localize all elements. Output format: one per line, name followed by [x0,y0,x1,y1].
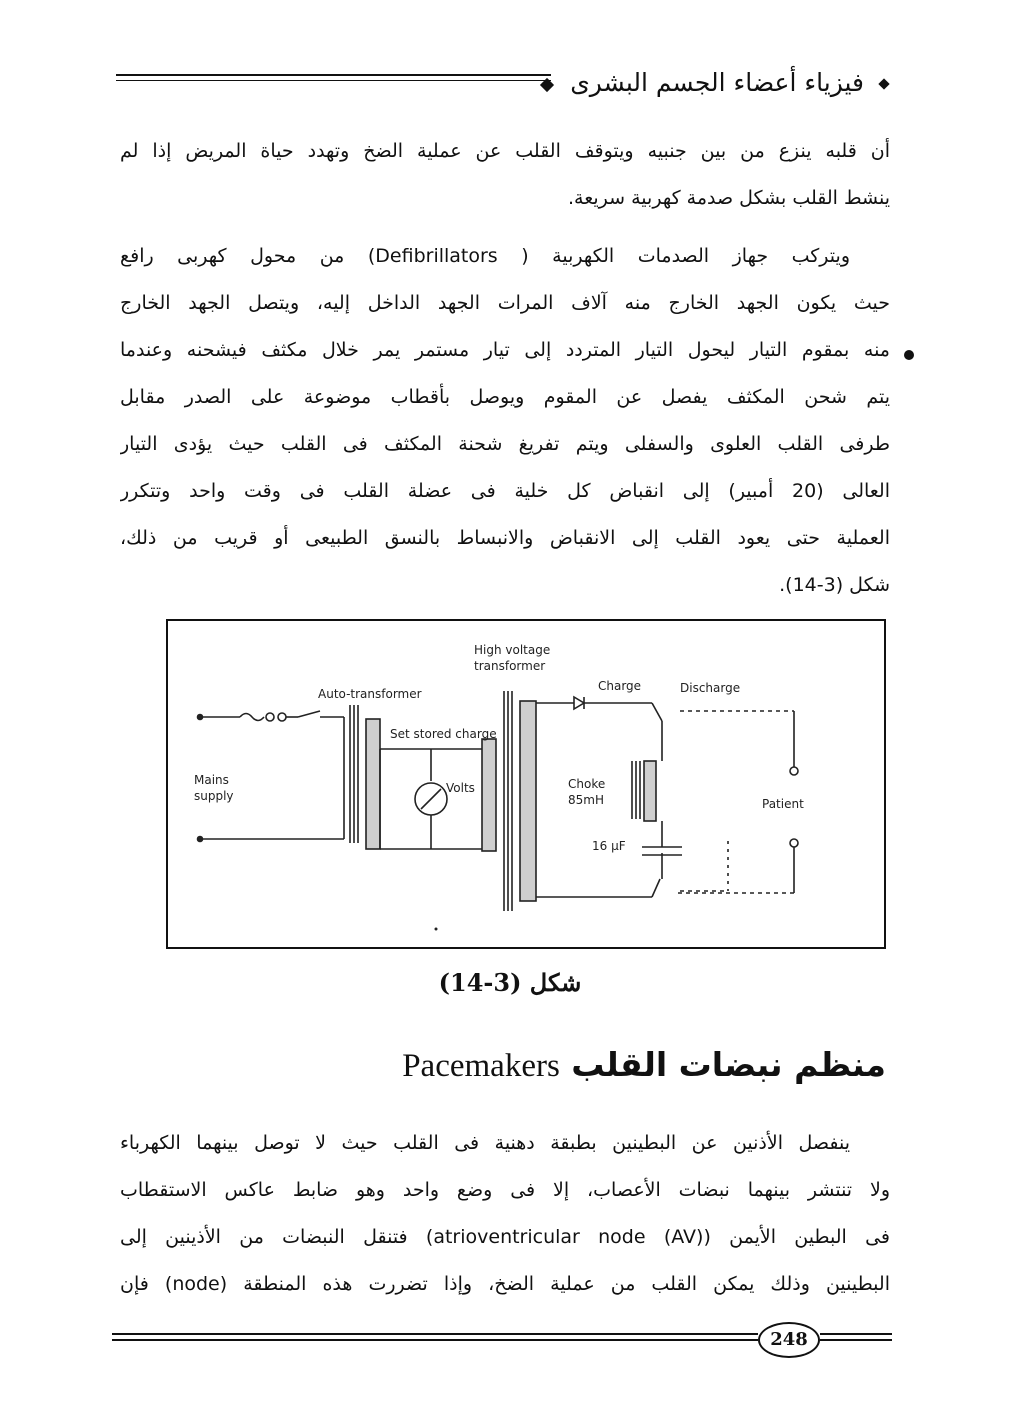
text-line: منه بمقوم التيار ليحول التيار المتردد إلى تيار مستمر يمر خلال مكثف فيشحنه وعندما [120,339,890,361]
running-header [116,62,888,110]
page-footer [112,1322,892,1362]
text-line: حيث يكون الجهد الخارج منه آلاف المرات الجهد الداخل إليه، ويتصل الجهد الخارج [120,292,890,314]
text-line: شكل (3-14). [779,574,890,596]
footer-rule [820,1333,892,1347]
label-mains-supply: Mains [194,773,229,787]
label-hv-transformer: High voltage [474,643,551,657]
paragraph-1 [120,128,890,222]
section-heading-arabic: منظم نبضات القلب [571,1045,886,1084]
text-line: أن قلبه ينزع من بين جنبيه ويتوقف القلب عن عملية الضخ وتهدد حياة المريض إذا لم [120,140,890,162]
paragraph-3 [120,1120,890,1308]
text-line: ولا تنتشر بينهما نبضات الأعصاب، إلا فى وضع واحد وهو ضابط عاكس الاستقطاب [120,1179,890,1201]
text-line: ويتركب جهاز الصدمات الكهربية ( Defibrillators) من محول كهربى رافع [120,245,850,267]
text-line: ينشط القلب بشكل صدمة كهربية سريعة. [568,187,890,209]
text-line: يتم شحن المكثف يفصل عن المقوم ويوصل بأقطاب موضوعة على الصدر مقابل [120,386,890,408]
bullet-marker [904,350,914,360]
paragraph-2 [120,233,890,609]
label-volts: Volts [446,781,475,795]
label-patient: Patient [762,797,804,811]
header-ornament-right [878,78,889,89]
text-line: فى البطين الأيمن (atrioventricular node (AV)) فتنقل النبضات من الأذينين إلى [120,1226,890,1248]
label-auto-transformer: Auto-transformer [318,687,422,701]
page-number: 248 [758,1322,820,1358]
label-mains-supply: supply [194,789,234,803]
label-hv-transformer: transformer [474,659,546,673]
label-choke: Choke [568,777,606,791]
label-discharge: Discharge [680,681,741,695]
text-line: العالى (20 أمبير) إلى انقباض كل خلية فى عضلة القلب فى وقت واحد وتتكرر [120,480,890,502]
figure-caption: شكل (3-14) [438,968,582,997]
section-heading [380,1045,886,1085]
text-line: البطينين وذلك يمكن القلب من عملية الضخ، وإذا تضررت هذه المنطقة (node) فإن [120,1273,890,1295]
defibrillator-circuit-figure [166,619,886,949]
label-charge: Charge [598,679,642,693]
text-line: طرفى القلب العلوى والسفلى ويتم تفريغ شحنة المكثف فى القلب حيث يؤدى التيار [120,433,890,455]
label-choke: 85mH [568,793,604,807]
text-line: ينفصل الأذنين عن البطينين بطبقة دهنية فى القلب حيث لا توصل بينهما الكهرباء [120,1132,850,1154]
label-capacitor: 16 µF [592,839,626,853]
header-title: فيزياء أعضاء الجسم البشرى [570,68,864,97]
footer-rule [112,1333,758,1347]
section-heading-english: Pacemakers [402,1048,560,1084]
header-rule [116,74,551,85]
text-line: العملية حتى يعود القلب إلى الانقباض والانبساط بالنسق الطبيعى أو قريب من ذلك، [120,527,890,549]
label-set-stored-charge: Set stored charge [390,727,497,741]
